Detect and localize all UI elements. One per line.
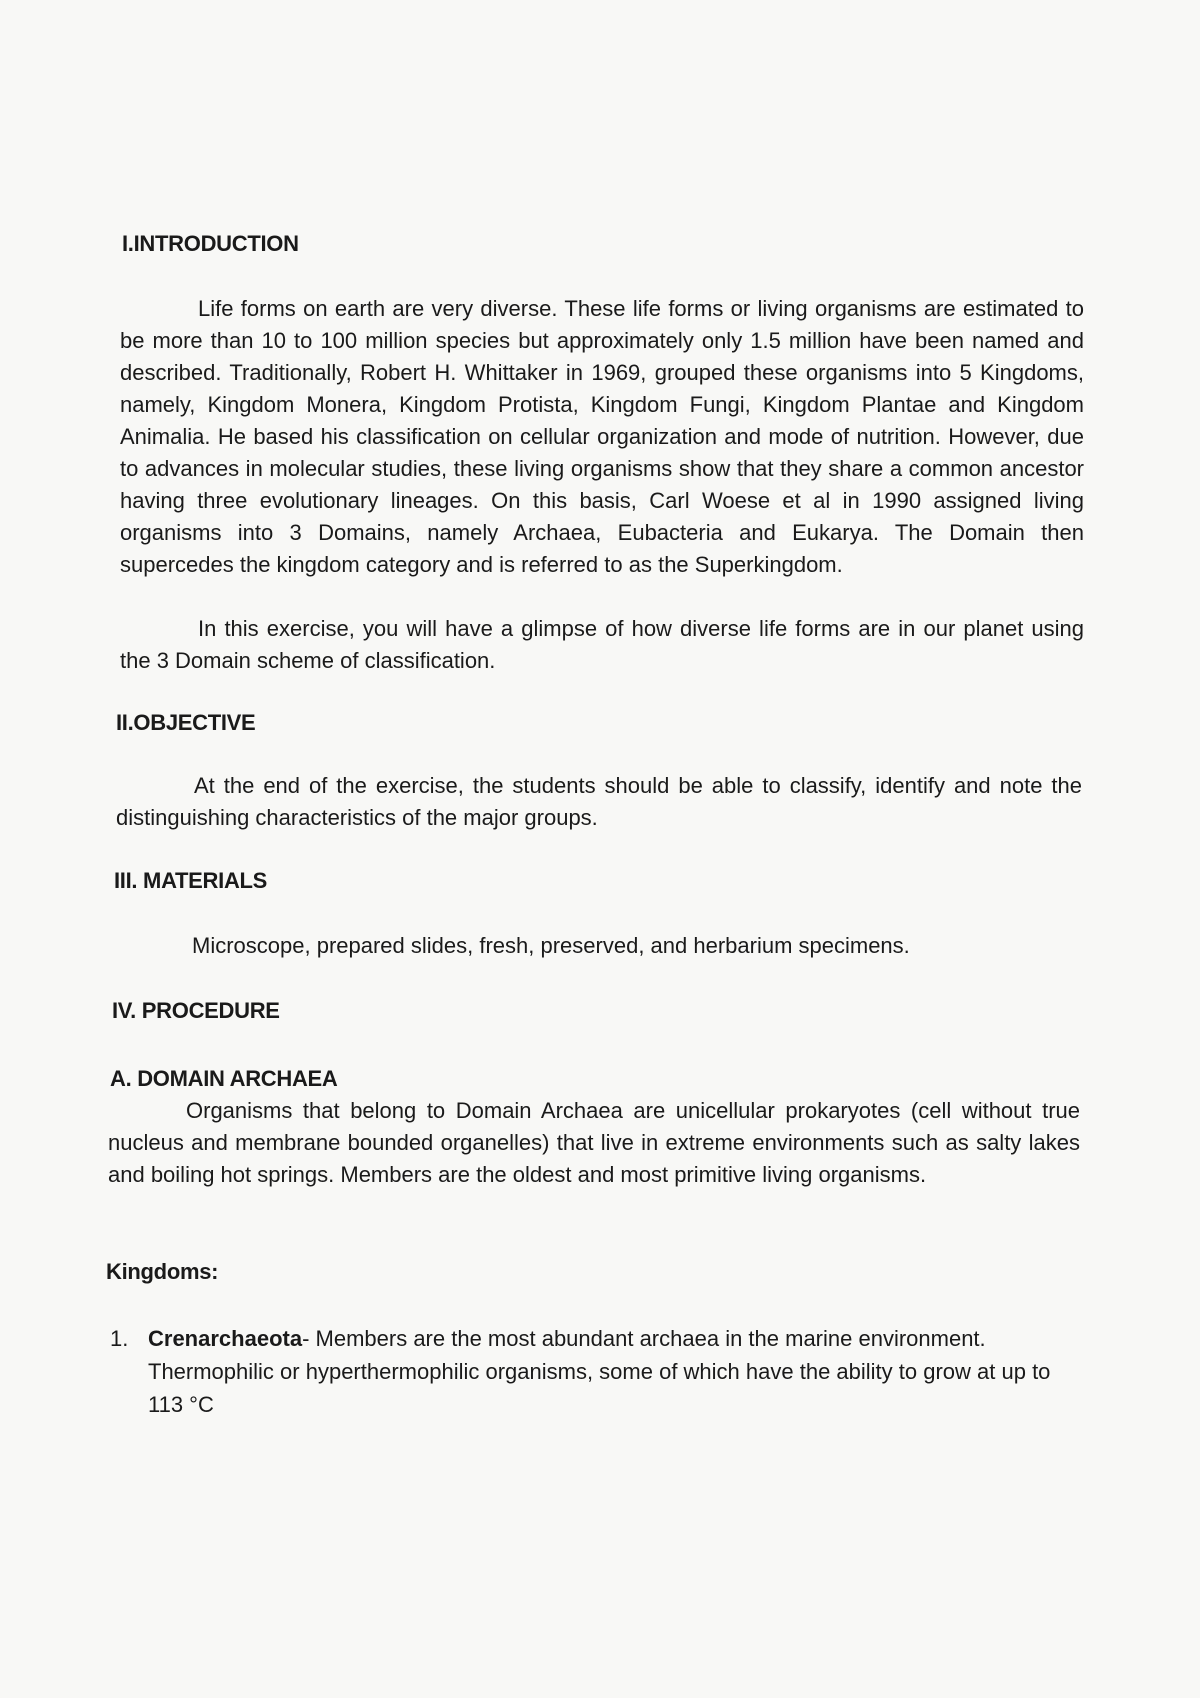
exercise-paragraph-text: In this exercise, you will have a glimpse of how diverse life forms are in our planet using the 3 Domain scheme of classification. <box>120 616 1084 673</box>
materials-paragraph <box>114 930 1080 962</box>
materials-heading: III. MATERIALS <box>114 868 268 893</box>
domain-archaea-paragraph <box>108 1095 1080 1191</box>
list-item <box>110 1322 1080 1421</box>
kingdoms-heading: Kingdoms: <box>106 1259 219 1284</box>
objective-heading: II.OBJECTIVE <box>116 710 256 735</box>
procedure-heading: IV. PROCEDURE <box>112 998 280 1023</box>
introduction-heading: I.INTRODUCTION <box>122 231 299 256</box>
introduction-paragraph-text: Life forms on earth are very diverse. These life forms or living organisms are estimated to be more than 10 to 100 million species but approximately only 1.5 million have been named and described. Traditionally, Robert H. Whittaker in 1969, grouped these organisms into 5 Kingdoms, namely, Kingdom Monera, Kingdom Protista, Kingdom Fungi, Kingdom Plantae and Kingdom Animalia. He based his classification on cellular organization and mode of nutrition. However, due to advances in molecular studies, these living organisms show that they share a common ancestor having three evolutionary lineages. On this basis, Carl Woese et al in 1990 assigned living organisms into 3 Domains, namely Archaea, Eubacteria and Eukarya. The Domain then supercedes the kingdom category and is referred to as the Superkingdom. <box>120 296 1084 577</box>
list-item-text: - Members are the most abundant archaea in the marine environment. Thermophilic or hyperthermophilic organisms, some of which have the ability to grow at up to 113 °C <box>148 1326 1051 1417</box>
objective-paragraph <box>116 770 1082 834</box>
exercise-paragraph <box>120 613 1084 677</box>
domain-archaea-paragraph-text: Organisms that belong to Domain Archaea are unicellular prokaryotes (cell without true nucleus and membrane bounded organelles) that live in extreme environments such as salty lakes and boiling hot springs. Members are the oldest and most primitive living organisms. <box>108 1098 1080 1187</box>
introduction-paragraph <box>120 293 1084 581</box>
objective-paragraph-text: At the end of the exercise, the students should be able to classify, identify and note the distinguishing characteristics of the major groups. <box>116 773 1082 830</box>
domain-archaea-heading: A. DOMAIN ARCHAEA <box>110 1066 338 1091</box>
list-item-number: 1. <box>110 1326 129 1351</box>
list-item-term: Crenarchaeota <box>148 1326 303 1351</box>
materials-paragraph-text: Microscope, prepared slides, fresh, preserved, and herbarium specimens. <box>192 933 910 958</box>
